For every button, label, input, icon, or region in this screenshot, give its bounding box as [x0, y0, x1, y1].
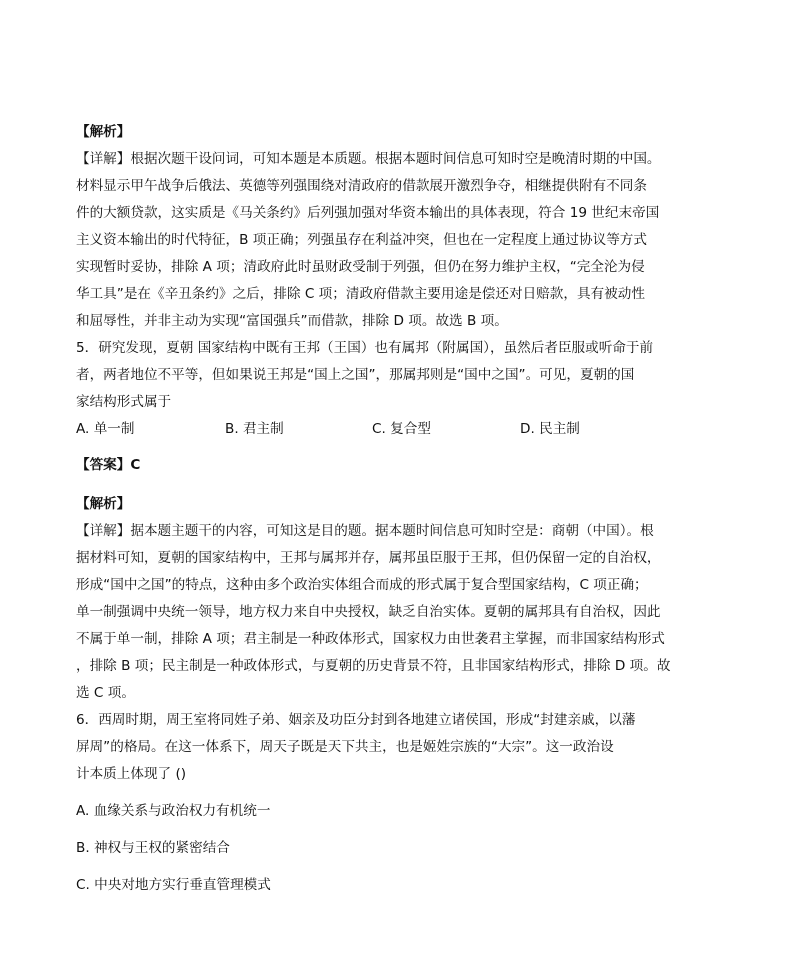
question-5-option-d: D. 民主制 [520, 421, 580, 437]
analysis-text-line: 主义资本输出的时代特征，B 项正确；列强虽存在利益冲突，但也在一定程度上通过协议等方式 [76, 232, 647, 248]
question-6-stem-line: 屏周”的格局。在这一体系下，周天子既是天下共主，也是姬姓宗族的“大宗”。这一政治设 [76, 739, 614, 755]
analysis-text-line: 实现暂时妥协，排除 A 项；清政府此时虽财政受制于列强，但仍在努力维护主权，“完全沦为侵 [76, 259, 645, 275]
analysis-text-line: 件的大额贷款，这实质是《马关条约》后列强加强对华资本输出的具体表现，符合 19 世纪末帝国 [76, 205, 660, 221]
analysis-heading: 【解析】 [76, 496, 131, 512]
analysis-text-line: 据材料可知，夏朝的国家结构中，王邦与属邦并存，属邦虽臣服于王邦，但仍保留一定的自治权， [76, 550, 661, 566]
analysis-text-line: 不属于单一制，排除 A 项；君主制是一种政体形式，国家权力由世袭君主掌握，而非国家结构形式 [76, 631, 665, 647]
question-5-stem-line: 者，两者地位不平等，但如果说王邦是“国上之国”，那属邦则是“国中之国”。可见，夏朝的国 [76, 367, 635, 383]
question-5-option-c: C. 复合型 [372, 421, 431, 437]
analysis-text-line: 选 C 项。 [76, 685, 135, 701]
question-5-option-a: A. 单一制 [76, 421, 135, 437]
analysis-text-line: 【详解】据本题主题干的内容，可知这是目的题。据本题时间信息可知时空是：商朝（中国）。根 [76, 523, 654, 539]
analysis-text-line: 【详解】根据次题干设问词，可知本题是本质题。根据本题时间信息可知时空是晚清时期的中国。 [76, 151, 661, 167]
analysis-text-line: 材料显示甲午战争后俄法、英德等列强围绕对清政府的借款展开激烈争夺，相继提供附有不同条 [76, 178, 647, 194]
question-6-stem-line: 计本质上体现了 () [76, 766, 187, 782]
analysis-text-line: 华工具”是在《辛丑条约》之后，排除 C 项；清政府借款主要用途是偿还对日赔款，具有被动性 [76, 286, 645, 302]
analysis-text-line: ，排除 B 项；民主制是一种政体形式，与夏朝的历史背景不符，且非国家结构形式，排除 D 项。故 [76, 658, 671, 674]
question-6-option-c: C. 中央对地方实行垂直管理模式 [76, 877, 271, 893]
analysis-text-line: 形成“国中之国”的特点，这种由多个政治实体组合而成的形式属于复合型国家结构，C 项正确； [76, 577, 648, 593]
question-5-option-b: B. 君主制 [225, 421, 284, 437]
question-6-option-b: B. 神权与王权的紧密结合 [76, 840, 230, 856]
analysis-heading: 【解析】 [76, 124, 131, 140]
analysis-text-line: 和屈辱性，并非主动为实现“富国强兵”而借款，排除 D 项。故选 B 项。 [76, 313, 508, 329]
question-6-stem-line: 6．西周时期，周王室将同姓子弟、姻亲及功臣分封到各地建立诸侯国，形成“封建亲戚，以藩 [76, 712, 636, 728]
answer-label: 【答案】C [76, 457, 141, 473]
question-6-option-a: A. 血缘关系与政治权力有机统一 [76, 803, 271, 819]
question-5-stem-line: 5．研究发现，夏朝 国家结构中既有王邦（王国）也有属邦（附属国），虽然后者臣服或听命于前 [76, 340, 654, 356]
analysis-text-line: 单一制强调中央统一领导，地方权力来自中央授权，缺乏自治实体。夏朝的属邦具有自治权，因此 [76, 604, 661, 620]
question-5-stem-line: 家结构形式属于 [76, 394, 172, 410]
